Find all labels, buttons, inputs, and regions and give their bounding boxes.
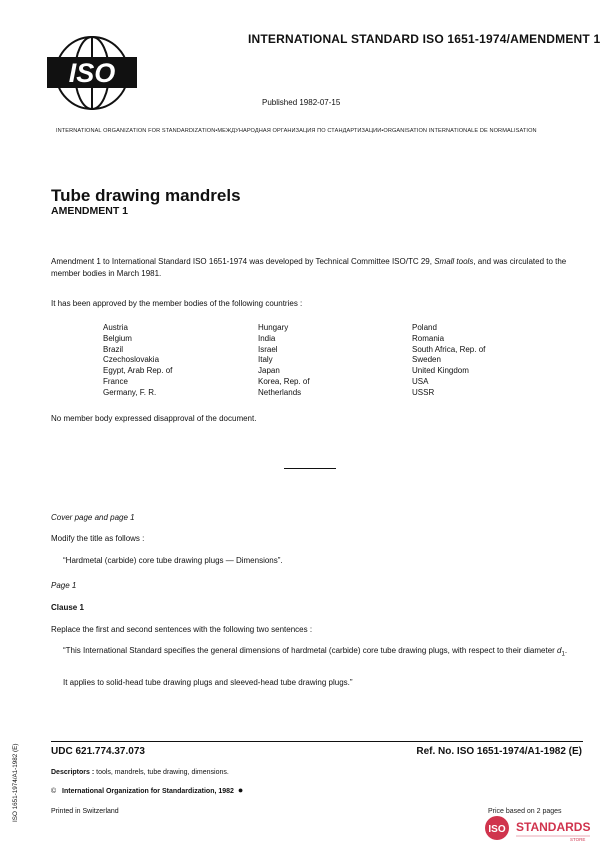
publication-date: Published 1982-07-15 [262,98,341,107]
reference-number: Ref. No. ISO 1651-1974/A1-1982 (E) [416,746,582,757]
country-column-2: Hungary India Israel Italy Japan Korea, Rep. of Netherlands [258,323,310,397]
new-title-quote: “Hardmetal (carbide) core tube drawing plugs — Dimensions”. [63,556,283,565]
replace-sentences-instruction: Replace the first and second sentences with the following two sentences : [51,625,313,634]
price-note: Price based on 2 pages [488,808,562,815]
standard-header-title: INTERNATIONAL STANDARD ISO 1651-1974/AMENDMENT 1 [248,32,600,46]
iso-standards-store-logo[interactable] [482,814,594,842]
iso-logo-text: ISO [68,58,116,88]
document-title: Tube drawing mandrels [51,186,241,205]
side-reference: ISO 1651-1974/A1-1982 (E) [12,743,19,822]
store-name-text: STANDARDS [516,820,591,834]
replacement-sentence-1: “This International Standard specifies the general dimensions of hardmetal (carbide) core tube drawing plugs, with respect to their diameter $d_1$. [63,646,568,658]
approved-by-text: It has been approved by the member bodies of the following countries : [51,299,303,308]
store-sub-text: STORE [570,837,586,842]
country-column-3: Poland Romania South Africa, Rep. of Sweden United Kingdom USA USSR [412,323,486,397]
cover-page-heading: Cover page and page 1 [51,513,135,522]
modify-title-instruction: Modify the title as follows : [51,534,145,543]
intro-paragraph: Amendment 1 to International Standard ISO 1651-1974 was developed by Technical Committee ISO/TC 29, Small tools, and was circulated to the member bodies in March 1981. [51,257,567,278]
organization-line: INTERNATIONAL ORGANIZATION FOR STANDARDIZATION•МЕЖДУНАРОДНАЯ ОРГАНИЗАЦИЯ ПО СТАНДАРТИЗАЦИИ•ORGANISATION INTERNATIONALE DE NORMALISATION [56,128,537,134]
section-divider [284,468,336,469]
copyright-icon: © [51,788,57,795]
printed-location: Printed in Switzerland [51,808,119,815]
descriptors: Descriptors : tools, mandrels, tube drawing, dimensions. [51,769,229,776]
udc-number: UDC 621.774.37.073 [51,746,145,757]
bullet-icon: ● [237,785,244,795]
page1-heading: Page 1 [51,581,77,590]
copyright-line: © International Organization for Standardization, 1982 ● [51,785,244,795]
document-subtitle: AMENDMENT 1 [51,205,129,217]
replacement-sentence-2: It applies to solid-head tube drawing plugs and sleeved-head tube drawing plugs.” [63,678,353,687]
clause1-heading: Clause 1 [51,603,84,612]
no-disapproval-text: No member body expressed disapproval of the document. [51,414,257,423]
country-column-1: Austria Belgium Brazil Czechoslovakia Egypt, Arab Rep. of France Germany, F. R. [103,323,173,397]
iso-logo [44,33,140,113]
footer-divider [51,741,583,742]
store-iso-text: ISO [488,824,506,835]
